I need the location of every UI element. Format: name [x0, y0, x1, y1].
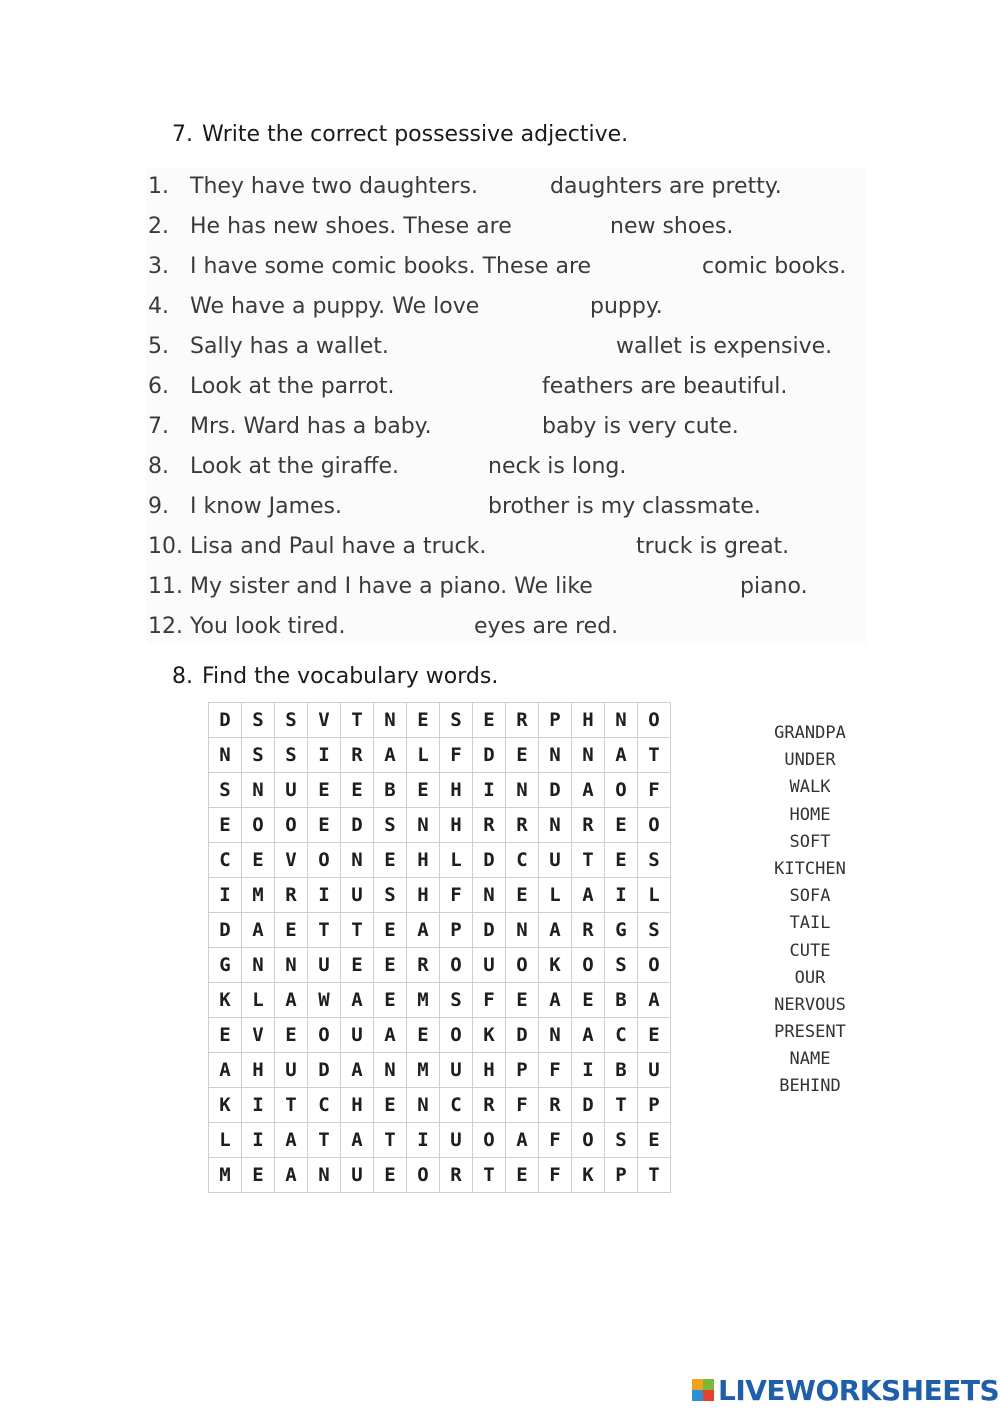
grid-letter[interactable]: L — [242, 983, 275, 1018]
grid-letter[interactable]: H — [407, 878, 440, 913]
grid-letter[interactable]: R — [473, 1088, 506, 1123]
grid-letter[interactable]: H — [341, 1088, 374, 1123]
sentence-text: My sister and I have a piano. We like — [190, 574, 593, 599]
grid-letter[interactable]: O — [638, 808, 671, 843]
grid-letter[interactable]: A — [506, 1123, 539, 1158]
grid-row — [209, 773, 671, 808]
sentence-item — [146, 528, 866, 568]
grid-letter[interactable]: M — [242, 878, 275, 913]
sentence-continuation: new shoes. — [610, 214, 734, 239]
grid-row — [209, 878, 671, 913]
grid-letter[interactable]: A — [341, 1053, 374, 1088]
grid-letter[interactable]: F — [440, 738, 473, 773]
grid-letter[interactable]: U — [473, 948, 506, 983]
grid-letter[interactable]: N — [341, 843, 374, 878]
grid-letter[interactable]: D — [341, 808, 374, 843]
grid-letter[interactable]: P — [539, 703, 572, 738]
sentence-text: I know James. — [190, 494, 343, 519]
grid-letter[interactable]: A — [539, 983, 572, 1018]
exercise-number: 7. — [172, 122, 193, 147]
grid-letter[interactable]: R — [572, 913, 605, 948]
grid-letter[interactable]: A — [572, 1018, 605, 1053]
grid-letter[interactable]: E — [341, 948, 374, 983]
grid-letter[interactable]: R — [407, 948, 440, 983]
grid-letter[interactable]: I — [572, 1053, 605, 1088]
grid-row — [209, 703, 671, 738]
grid-letter[interactable]: I — [605, 878, 638, 913]
grid-letter[interactable]: F — [506, 1088, 539, 1123]
grid-letter[interactable]: A — [341, 1123, 374, 1158]
grid-letter[interactable]: S — [440, 703, 473, 738]
grid-letter[interactable]: O — [275, 808, 308, 843]
sentence-item — [146, 288, 866, 328]
grid-letter[interactable]: T — [308, 1123, 341, 1158]
grid-letter[interactable]: T — [374, 1123, 407, 1158]
word-list-item: NERVOUS — [774, 994, 846, 1015]
grid-letter[interactable]: A — [638, 983, 671, 1018]
sentence-item — [146, 368, 866, 408]
grid-letter[interactable]: O — [407, 1158, 440, 1193]
exercise-title: Write the correct possessive adjective. — [202, 122, 629, 147]
grid-letter[interactable]: R — [440, 1158, 473, 1193]
grid-letter[interactable]: E — [506, 1158, 539, 1193]
word-list-item: OUR — [794, 967, 826, 988]
sentence-item — [146, 248, 866, 288]
word-search-grid[interactable] — [208, 702, 671, 1193]
grid-letter[interactable]: N — [242, 773, 275, 808]
grid-letter[interactable]: R — [572, 808, 605, 843]
grid-letter[interactable]: E — [605, 808, 638, 843]
sentence-text: They have two daughters. — [190, 174, 478, 199]
grid-letter[interactable]: D — [473, 738, 506, 773]
sentence-number: 3. — [148, 254, 169, 279]
grid-letter[interactable]: E — [242, 1158, 275, 1193]
word-list-item: GRANDPA — [774, 723, 846, 743]
grid-letter[interactable]: F — [440, 878, 473, 913]
sentence-number: 5. — [148, 334, 169, 359]
grid-row — [209, 913, 671, 948]
sentence-number: 11. — [148, 574, 183, 599]
sentence-text: He has new shoes. These are — [190, 214, 512, 239]
exercise-8-heading — [172, 664, 498, 689]
grid-letter[interactable]: N — [506, 773, 539, 808]
grid-letter[interactable]: N — [539, 1018, 572, 1053]
grid-letter[interactable]: U — [341, 1158, 374, 1193]
grid-letter[interactable]: R — [473, 808, 506, 843]
grid-letter[interactable]: T — [605, 1088, 638, 1123]
grid-letter[interactable]: T — [341, 703, 374, 738]
logo-icon — [692, 1379, 714, 1401]
grid-letter[interactable]: K — [209, 1088, 242, 1123]
sentence-text: We have a puppy. We love — [190, 294, 480, 319]
grid-letter[interactable]: N — [572, 738, 605, 773]
grid-letter[interactable]: U — [341, 1018, 374, 1053]
grid-letter[interactable]: N — [374, 703, 407, 738]
sentence-continuation: wallet is expensive. — [616, 334, 833, 359]
grid-letter[interactable]: M — [209, 1158, 242, 1193]
word-list-item: HOME — [789, 804, 831, 825]
word-list-item: TAIL — [789, 913, 831, 934]
word-list-item: PRESENT — [774, 1022, 846, 1043]
grid-letter[interactable]: C — [506, 843, 539, 878]
liveworksheets-logo — [692, 1374, 999, 1406]
grid-letter[interactable]: E — [605, 843, 638, 878]
grid-letter[interactable]: E — [506, 738, 539, 773]
word-list-item: SOFT — [789, 831, 831, 852]
grid-letter[interactable]: D — [209, 913, 242, 948]
grid-letter[interactable]: D — [473, 843, 506, 878]
grid-letter[interactable]: K — [539, 948, 572, 983]
grid-letter[interactable]: P — [638, 1088, 671, 1123]
grid-letter[interactable]: N — [242, 948, 275, 983]
sentence-item — [146, 328, 866, 368]
grid-letter[interactable]: E — [407, 703, 440, 738]
grid-letter[interactable]: E — [374, 843, 407, 878]
grid-letter[interactable]: T — [572, 843, 605, 878]
sentence-number: 7. — [148, 414, 169, 439]
sentence-item — [146, 608, 866, 648]
grid-letter[interactable]: A — [275, 1123, 308, 1158]
grid-letter[interactable]: T — [308, 913, 341, 948]
sentence-text: I have some comic books. These are — [190, 254, 592, 279]
grid-letter[interactable]: G — [605, 913, 638, 948]
grid-letter[interactable]: S — [638, 913, 671, 948]
sentence-continuation: comic books. — [702, 254, 847, 279]
grid-letter[interactable]: A — [407, 913, 440, 948]
grid-letter[interactable]: S — [440, 983, 473, 1018]
grid-letter[interactable]: D — [308, 1053, 341, 1088]
grid-letter[interactable]: E — [275, 1018, 308, 1053]
grid-row — [209, 738, 671, 773]
sentence-continuation: daughters are pretty. — [550, 174, 782, 199]
grid-letter[interactable]: N — [539, 738, 572, 773]
grid-row — [209, 808, 671, 843]
grid-letter[interactable]: O — [638, 703, 671, 738]
grid-letter[interactable]: P — [440, 913, 473, 948]
grid-letter[interactable]: D — [209, 703, 242, 738]
grid-letter[interactable]: T — [638, 1158, 671, 1193]
sentence-continuation: baby is very cute. — [542, 414, 739, 439]
grid-letter[interactable]: F — [539, 1158, 572, 1193]
grid-letter[interactable]: I — [407, 1123, 440, 1158]
grid-letter[interactable]: V — [275, 843, 308, 878]
grid-row — [209, 983, 671, 1018]
sentence-continuation: neck is long. — [488, 454, 627, 479]
grid-letter[interactable]: U — [440, 1053, 473, 1088]
grid-letter[interactable]: A — [275, 983, 308, 1018]
grid-letter[interactable]: O — [440, 1018, 473, 1053]
grid-letter[interactable]: L — [638, 878, 671, 913]
grid-letter[interactable]: T — [341, 913, 374, 948]
grid-letter[interactable]: F — [638, 773, 671, 808]
sentence-continuation: truck is great. — [636, 534, 790, 559]
grid-letter[interactable]: S — [605, 948, 638, 983]
grid-letter[interactable]: E — [506, 878, 539, 913]
grid-letter[interactable]: U — [275, 773, 308, 808]
grid-letter[interactable]: A — [374, 1018, 407, 1053]
grid-letter[interactable]: C — [209, 843, 242, 878]
logo-text: LIVEWORKSHEETS — [718, 1373, 1000, 1407]
grid-letter[interactable]: S — [209, 773, 242, 808]
grid-letter[interactable]: U — [440, 1123, 473, 1158]
word-list-item: BEHIND — [779, 1076, 841, 1097]
grid-letter[interactable]: I — [308, 878, 341, 913]
grid-letter[interactable]: H — [440, 773, 473, 808]
grid-letter[interactable]: N — [473, 878, 506, 913]
grid-letter[interactable]: E — [473, 703, 506, 738]
grid-letter[interactable]: D — [539, 773, 572, 808]
grid-letter[interactable]: E — [374, 1088, 407, 1123]
grid-row — [209, 843, 671, 878]
grid-letter[interactable]: E — [341, 773, 374, 808]
word-list-item: CUTE — [789, 940, 831, 961]
grid-letter[interactable]: O — [605, 773, 638, 808]
grid-letter[interactable]: M — [407, 983, 440, 1018]
grid-letter[interactable]: U — [539, 843, 572, 878]
grid-letter[interactable]: S — [374, 878, 407, 913]
grid-letter[interactable]: N — [605, 703, 638, 738]
sentence-continuation: feathers are beautiful. — [542, 374, 788, 399]
sentence-text: Look at the giraffe. — [190, 454, 400, 479]
grid-letter[interactable]: A — [605, 738, 638, 773]
exercise-7-heading — [172, 122, 628, 147]
grid-letter[interactable]: A — [341, 983, 374, 1018]
grid-letter[interactable]: A — [374, 738, 407, 773]
grid-letter[interactable]: N — [275, 948, 308, 983]
grid-letter[interactable]: H — [407, 843, 440, 878]
sentence-continuation: brother is my classmate. — [488, 494, 761, 519]
grid-letter[interactable]: E — [374, 913, 407, 948]
grid-letter[interactable]: M — [407, 1053, 440, 1088]
grid-letter[interactable]: R — [275, 878, 308, 913]
grid-row — [209, 1123, 671, 1158]
grid-letter[interactable]: P — [605, 1158, 638, 1193]
sentence-continuation: piano. — [740, 574, 808, 599]
sentence-text: Sally has a wallet. — [190, 334, 389, 359]
grid-letter[interactable]: N — [407, 808, 440, 843]
grid-letter[interactable]: H — [473, 1053, 506, 1088]
grid-letter[interactable]: H — [572, 703, 605, 738]
grid-letter[interactable]: F — [473, 983, 506, 1018]
grid-letter[interactable]: F — [539, 1123, 572, 1158]
grid-letter[interactable]: O — [440, 948, 473, 983]
sentence-continuation: puppy. — [590, 294, 663, 319]
grid-letter[interactable]: O — [572, 948, 605, 983]
grid-letter[interactable]: E — [374, 1158, 407, 1193]
grid-letter[interactable]: E — [308, 808, 341, 843]
sentence-list — [146, 168, 866, 644]
sentence-number: 4. — [148, 294, 169, 319]
grid-letter[interactable]: T — [275, 1088, 308, 1123]
sentence-number: 12. — [148, 614, 183, 639]
grid-letter[interactable]: B — [605, 983, 638, 1018]
sentence-text: Lisa and Paul have a truck. — [190, 534, 487, 559]
grid-letter[interactable]: E — [275, 913, 308, 948]
grid-row — [209, 1088, 671, 1123]
grid-letter[interactable]: H — [242, 1053, 275, 1088]
grid-letter[interactable]: R — [506, 703, 539, 738]
grid-letter[interactable]: O — [308, 843, 341, 878]
grid-letter[interactable]: U — [638, 1053, 671, 1088]
grid-letter[interactable]: R — [506, 808, 539, 843]
grid-letter[interactable]: T — [473, 1158, 506, 1193]
grid-letter[interactable]: A — [572, 773, 605, 808]
grid-row — [209, 1053, 671, 1088]
grid-letter[interactable]: S — [275, 738, 308, 773]
grid-letter[interactable]: O — [242, 808, 275, 843]
grid-letter[interactable]: O — [572, 1123, 605, 1158]
grid-letter[interactable]: I — [242, 1088, 275, 1123]
grid-letter[interactable]: E — [308, 773, 341, 808]
grid-letter[interactable]: L — [539, 878, 572, 913]
grid-letter[interactable]: N — [506, 913, 539, 948]
grid-letter[interactable]: D — [506, 1018, 539, 1053]
grid-row — [209, 1018, 671, 1053]
sentence-item — [146, 488, 866, 528]
sentence-number: 9. — [148, 494, 169, 519]
grid-letter[interactable]: B — [605, 1053, 638, 1088]
grid-letter[interactable]: E — [374, 983, 407, 1018]
grid-letter[interactable]: B — [374, 773, 407, 808]
grid-letter[interactable]: V — [242, 1018, 275, 1053]
sentence-text: You look tired. — [190, 614, 346, 639]
grid-letter[interactable]: U — [275, 1053, 308, 1088]
grid-letter[interactable]: N — [209, 738, 242, 773]
grid-letter[interactable]: P — [506, 1053, 539, 1088]
grid-letter[interactable]: K — [209, 983, 242, 1018]
sentence-continuation: eyes are red. — [474, 614, 619, 639]
grid-letter[interactable]: S — [605, 1123, 638, 1158]
grid-row — [209, 1158, 671, 1193]
grid-letter[interactable]: S — [242, 703, 275, 738]
sentence-text: Mrs. Ward has a baby. — [190, 414, 432, 439]
grid-letter[interactable]: W — [308, 983, 341, 1018]
grid-letter[interactable]: H — [440, 808, 473, 843]
grid-letter[interactable]: V — [308, 703, 341, 738]
grid-letter[interactable]: S — [374, 808, 407, 843]
grid-letter[interactable]: G — [209, 948, 242, 983]
grid-letter[interactable]: F — [539, 1053, 572, 1088]
grid-letter[interactable]: E — [638, 1123, 671, 1158]
grid-letter[interactable]: C — [308, 1088, 341, 1123]
grid-letter[interactable]: O — [308, 1018, 341, 1053]
word-list-item: WALK — [789, 777, 831, 798]
word-list-item: SOFA — [789, 886, 831, 907]
grid-letter[interactable]: I — [308, 738, 341, 773]
grid-letter[interactable]: T — [638, 738, 671, 773]
grid-letter[interactable]: E — [638, 1018, 671, 1053]
grid-letter[interactable]: I — [242, 1123, 275, 1158]
grid-letter[interactable]: N — [407, 1088, 440, 1123]
sentence-number: 10. — [148, 534, 183, 559]
grid-letter[interactable]: E — [209, 1018, 242, 1053]
grid-letter[interactable]: L — [209, 1123, 242, 1158]
exercise-title: Find the vocabulary words. — [202, 664, 499, 689]
grid-letter[interactable]: E — [407, 1018, 440, 1053]
grid-letter[interactable]: O — [638, 948, 671, 983]
grid-letter[interactable]: U — [341, 878, 374, 913]
grid-letter[interactable]: I — [473, 773, 506, 808]
grid-letter[interactable]: S — [638, 843, 671, 878]
word-list-item: UNDER — [784, 750, 836, 771]
grid-letter[interactable]: N — [374, 1053, 407, 1088]
sentence-number: 1. — [148, 174, 169, 199]
grid-letter[interactable]: E — [506, 983, 539, 1018]
grid-letter[interactable]: E — [407, 773, 440, 808]
grid-letter[interactable]: R — [539, 1088, 572, 1123]
grid-letter[interactable]: K — [572, 1158, 605, 1193]
grid-letter[interactable]: O — [473, 1123, 506, 1158]
grid-letter[interactable]: A — [209, 1053, 242, 1088]
grid-letter[interactable]: E — [374, 948, 407, 983]
grid-letter[interactable]: E — [572, 983, 605, 1018]
grid-letter[interactable]: L — [407, 738, 440, 773]
word-list-item: KITCHEN — [774, 858, 846, 879]
grid-letter[interactable]: E — [242, 843, 275, 878]
sentence-item — [146, 568, 866, 608]
exercise-number: 8. — [172, 664, 193, 689]
word-list — [760, 720, 860, 1101]
grid-letter[interactable]: E — [209, 808, 242, 843]
grid-letter[interactable]: A — [539, 913, 572, 948]
sentence-item — [146, 408, 866, 448]
grid-letter[interactable]: N — [308, 1158, 341, 1193]
grid-letter[interactable]: A — [572, 878, 605, 913]
grid-letter[interactable]: A — [242, 913, 275, 948]
grid-letter[interactable]: S — [242, 738, 275, 773]
sentence-number: 8. — [148, 454, 169, 479]
grid-letter[interactable]: I — [209, 878, 242, 913]
sentence-item — [146, 208, 866, 248]
grid-letter[interactable]: K — [473, 1018, 506, 1053]
grid-letter[interactable]: D — [473, 913, 506, 948]
sentence-item — [146, 448, 866, 488]
grid-letter[interactable]: C — [440, 1088, 473, 1123]
sentence-text: Look at the parrot. — [190, 374, 395, 399]
grid-letter[interactable]: O — [506, 948, 539, 983]
grid-letter[interactable]: N — [539, 808, 572, 843]
grid-letter[interactable]: C — [605, 1018, 638, 1053]
sentence-item — [146, 168, 866, 208]
grid-letter[interactable]: S — [275, 703, 308, 738]
grid-row — [209, 948, 671, 983]
grid-letter[interactable]: L — [440, 843, 473, 878]
grid-letter[interactable]: R — [341, 738, 374, 773]
grid-letter[interactable]: D — [572, 1088, 605, 1123]
grid-letter[interactable]: U — [308, 948, 341, 983]
grid-letter[interactable]: A — [275, 1158, 308, 1193]
sentence-number: 2. — [148, 214, 169, 239]
word-list-item: NAME — [789, 1049, 831, 1070]
sentence-number: 6. — [148, 374, 169, 399]
